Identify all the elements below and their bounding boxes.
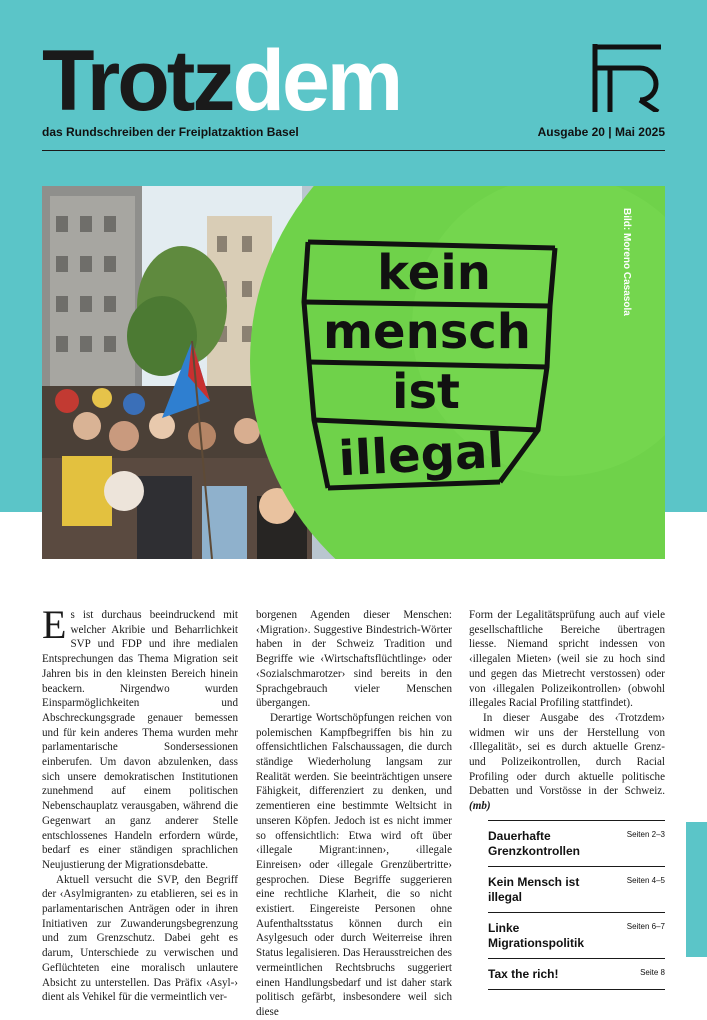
issue-number: Ausgabe 20 | Mai 2025 <box>537 125 665 139</box>
slogan-word-3: ist <box>392 364 460 420</box>
toc-item-pages: Seiten 2–3 <box>626 830 665 839</box>
toc-item[interactable] <box>488 867 665 913</box>
slogan-word-1: kein <box>377 245 491 301</box>
accent-bar <box>686 822 707 957</box>
article-column-3 <box>469 608 665 814</box>
toc-item-title: Kein Mensch ist illegal <box>488 875 580 904</box>
slogan-word-2: mensch <box>323 304 531 360</box>
toc-item-title: Dauerhafte Grenzkontrollen <box>488 829 581 858</box>
masthead-title <box>42 33 401 129</box>
toc-item-title: Tax the rich! <box>488 967 559 981</box>
toc-item-title: Linke Migrationspolitik <box>488 921 584 950</box>
demonstration-photo <box>42 186 665 559</box>
toc-item-pages: Seiten 4–5 <box>626 876 665 885</box>
slogan-word-4: illegal <box>337 422 506 488</box>
freiplatzaktion-logo-icon <box>592 44 664 112</box>
article-column-1 <box>42 602 238 1005</box>
table-of-contents <box>488 820 665 990</box>
paragraph: Aktuell versucht die SVP, den Begriff der ‹Asylmigranten› zu etablieren, sei es in parlamentarischen Anträgen oder in ihren Initiativen zur Zuwanderungsbegrenzung und zum Grenzschutz. Dabei geht es darum, Unterschiede zu verwischen und Geflüchteten eine moralisch unlautere Absicht zu unterstellen. Das Präfix ‹Asyl-› dient als Vehikel für die vermeintlich ver- <box>42 873 238 1004</box>
paragraph: borgenen Agenden dieser Menschen: ‹Migration›. Suggestive Bindestrich-Wörter haben in der Schweiz Tradition und Begriffe wie ‹Wirtschaftsflüchtlinge› oder ‹Sozialschmarotzer› sind bereits in den Sprachgebrauch vieler Menschen übergangen. <box>256 609 452 710</box>
toc-item[interactable] <box>488 821 665 867</box>
cover-photo <box>42 186 665 559</box>
title-part-white: dem <box>232 33 401 129</box>
subtitle: das Rundschreiben der Freiplatzaktion Basel <box>42 125 299 139</box>
paragraph: In dieser Ausgabe des ‹Trotzdem› widmen wir uns der Herstellung von ‹Illegalität›, sei es durch aktuelle Grenz- und Polizeikontrollen, durch Racial Profiling oder durch aktuelle politische Debatten und Vorstösse in der Schweiz. (mb) <box>469 711 665 813</box>
paragraph: Es ist durchaus beeindruckend mit welcher Akribie und Beharrlichkeit SVP und FDP und ihre medialen Entsprechungen das Thema Migration seit Jahren bis in den kleinsten Bereich hinein beackern. Nirgendwo wurden Einsparmöglichkeiten und Abschreckungsgrade genauer bemessen und für kein anderes Thema wurden mehr parlamentarische Sondersessionen einberufen. Um davon abzulenken, dass sich unsere demokratischen Institutionen zunehmend auf einem politischen Nebenschauplatz verausgaben, während die Gegenwart an ganz anderer Stelle entschlossenes Handeln erfordern würde, bedarf es einer ständigen sprachlichen Neujustierung der Migrationsdebatte. <box>42 602 238 871</box>
article-column-2 <box>256 608 452 1020</box>
toc-item-pages: Seiten 6–7 <box>626 922 665 931</box>
paragraph: Derartige Wortschöpfungen reichen von polemischen Kampfbegriffen bis hin zu offensichtlichen Falschaussagen, die durch ständige Wiederholung langsam zur Realität werden. Sie beeinträchtigen unsere Fähigkeit, differenziert zu denken, und zementieren eine bestimmte Weltsicht in unseren Köpfen. Jedoch ist es nicht immer so offensichtlich: Etwa wird oft über ‹illegale Migrant:innen›, ‹illegale Einreisen› oder ‹illegale Grenzübertritte› gesprochen. Diese Begriffe suggerieren eine rechtliche Klarheit, die so nicht existiert. Eingereiste Personen ohne Aufenthaltsstatus können durch ein Asylgesuch oder durch Weiterreise ihren Status legalisieren. Das Herausstreichen des vermeintlichen Rechtsbruchs suggeriert einen Handlungsbedarf und ist daher stark politisch gefärbt, insbesondere weil sich diese <box>256 711 452 1018</box>
paragraph: Form der Legalitätsprüfung auch auf viele gesellschaftliche Bereiche übertragen liesse. Niemand spricht indessen von ‹illegalen Mieten› (weil sie zu hoch sind und gegen das Mietrecht verstossen) oder von ‹illegalen Polizeikontrollen› (obwohl illegales Racial Profiling stattfindet). <box>469 609 665 710</box>
toc-item[interactable] <box>488 959 665 990</box>
title-part-dark: Trotz <box>42 33 233 129</box>
author-byline: (mb) <box>469 800 491 813</box>
toc-item[interactable] <box>488 913 665 959</box>
header-rule <box>42 150 665 151</box>
drop-cap: E <box>42 602 67 647</box>
photo-credit: Bild: Moreno Casasola <box>621 208 632 316</box>
toc-item-pages: Seite 8 <box>640 968 665 977</box>
